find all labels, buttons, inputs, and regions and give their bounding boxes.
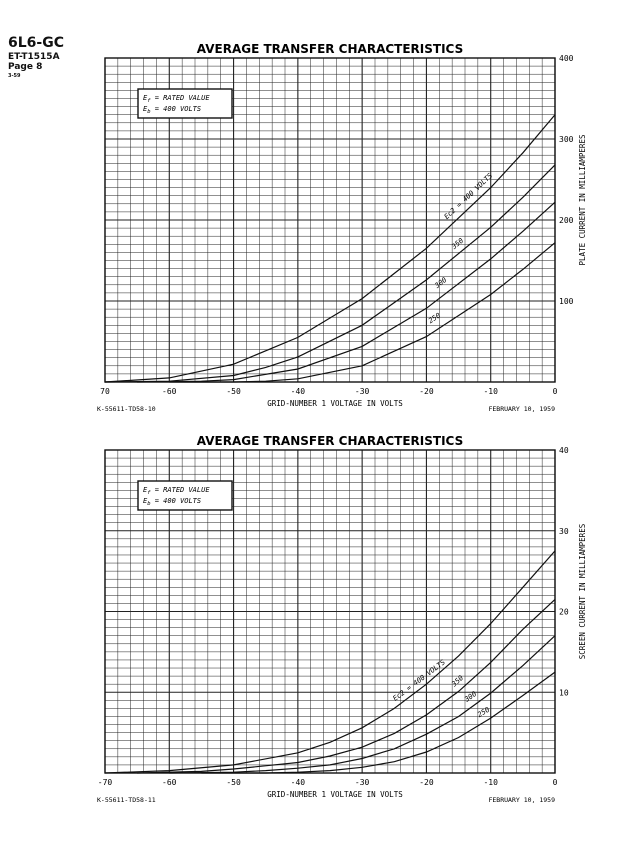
chart-title: AVERAGE TRANSFER CHARACTERISTICS bbox=[196, 434, 464, 448]
series-label: 350 bbox=[450, 673, 466, 689]
x-tick-label: -30 bbox=[354, 387, 370, 396]
drawing-number: K-55611-TD58-10 bbox=[97, 405, 156, 413]
x-tick-label: 0 bbox=[552, 387, 558, 396]
chart-date: FEBRUARY 10, 1959 bbox=[488, 405, 555, 413]
x-tick-label: -60 bbox=[162, 387, 177, 396]
y-tick-label: 200 bbox=[559, 216, 574, 225]
x-tick-label: -20 bbox=[419, 387, 434, 396]
tube-model: 6L6-GC bbox=[8, 35, 64, 51]
series-line-4 bbox=[201, 672, 555, 773]
legend-entry: $E_b = 400$ VOLTS bbox=[143, 105, 202, 115]
series-line-1 bbox=[105, 115, 555, 382]
drawing-number: K-55611-TD58-11 bbox=[97, 796, 156, 804]
issue-date: 3-59 bbox=[8, 73, 21, 79]
y-tick-label: 40 bbox=[559, 446, 569, 455]
series-label: 300 bbox=[433, 275, 449, 290]
series-label: 250 bbox=[476, 705, 492, 720]
x-tick-label: -20 bbox=[419, 778, 434, 787]
series-line-2 bbox=[137, 599, 555, 773]
x-tick-label: -10 bbox=[483, 387, 498, 396]
series-label: Ec2 = 400 VOLTS bbox=[391, 658, 447, 703]
chart-date: FEBRUARY 10, 1959 bbox=[488, 796, 555, 804]
legend-entry: $E_f$ = RATED VALUE bbox=[143, 486, 210, 496]
x-tick-label: -40 bbox=[290, 778, 306, 787]
legend-entry: $E_b = 400$ VOLTS bbox=[143, 497, 202, 507]
y-tick-label: 400 bbox=[559, 54, 574, 63]
y-tick-label: 100 bbox=[559, 297, 574, 306]
x-tick-label: -60 bbox=[162, 778, 177, 787]
document-number: ET-T1515A bbox=[8, 52, 60, 62]
legend-entry: $E_f$ = RATED VALUE bbox=[143, 94, 210, 104]
x-axis-label: GRID-NUMBER 1 VOLTAGE IN VOLTS bbox=[267, 790, 403, 799]
y-tick-label: 30 bbox=[559, 526, 569, 536]
chart-2 bbox=[97, 434, 587, 804]
y-tick-label: 300 bbox=[559, 135, 574, 144]
series-line-1 bbox=[105, 551, 555, 773]
series-label: 250 bbox=[427, 311, 443, 326]
x-tick-label: -30 bbox=[354, 778, 370, 787]
y-axis-label: PLATE CURRENT IN MILLIAMPERES bbox=[578, 134, 587, 266]
y-tick-label: 10 bbox=[559, 688, 569, 698]
x-tick-label: 70 bbox=[100, 387, 110, 396]
x-tick-label: 0 bbox=[552, 778, 558, 787]
y-tick-label: 20 bbox=[559, 607, 569, 617]
x-tick-label: -50 bbox=[226, 778, 241, 787]
x-tick-label: -70 bbox=[97, 778, 113, 787]
series-label: Ec2 = 400 VOLTS bbox=[442, 171, 495, 221]
x-tick-label: -50 bbox=[226, 387, 241, 396]
series-line-3 bbox=[137, 202, 555, 382]
chart-1 bbox=[97, 42, 587, 413]
series-label: 300 bbox=[463, 689, 479, 704]
x-tick-label: -10 bbox=[483, 778, 498, 787]
y-axis-label: SCREEN CURRENT IN MILLIAMPERES bbox=[578, 523, 587, 660]
page-number: Page 8 bbox=[8, 62, 43, 72]
chart-title: AVERAGE TRANSFER CHARACTERISTICS bbox=[196, 42, 464, 56]
series-label: 350 bbox=[450, 236, 466, 251]
x-axis-label: GRID-NUMBER 1 VOLTAGE IN VOLTS bbox=[267, 399, 403, 408]
x-tick-label: -40 bbox=[290, 387, 306, 396]
